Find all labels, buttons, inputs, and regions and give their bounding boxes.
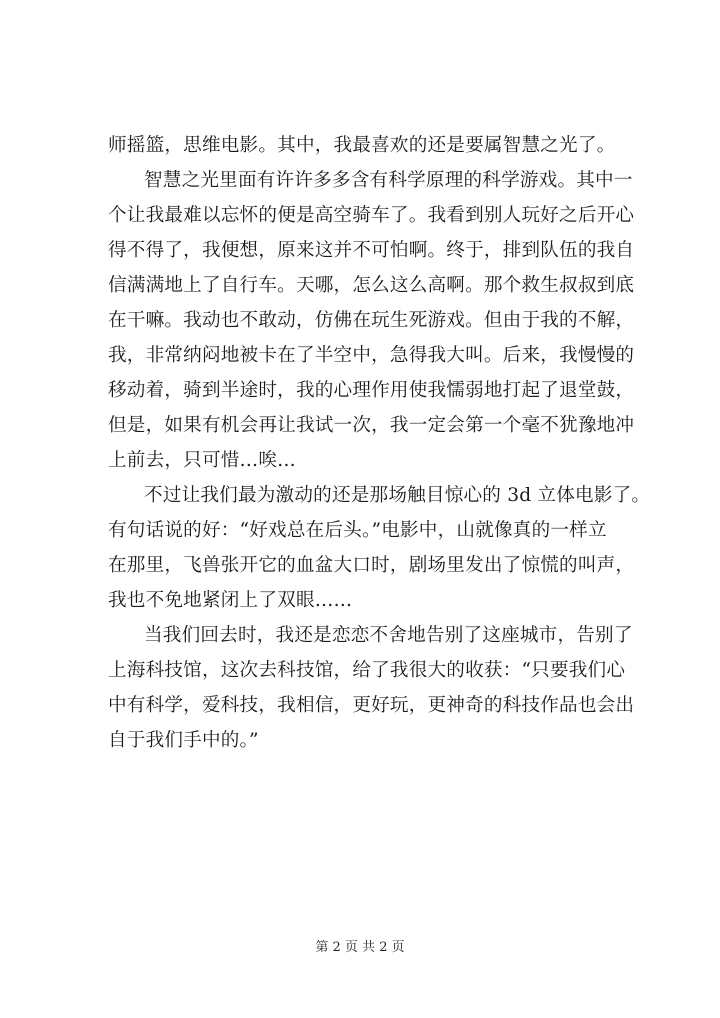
text-line: 有句话说的好：“好戏总在后头。”电影中，山就像真的一样立 bbox=[108, 520, 607, 541]
text-line: 个让我最难以忘怀的便是高空骑车了。我看到别人玩好之后开心 bbox=[108, 205, 635, 226]
text-line: 信满满地上了自行车。天哪，怎么这么高啊。那个救生叔叔到底 bbox=[108, 275, 635, 296]
text-line: 在干嘛。我动也不敢动，仿佛在玩生死游戏。但由于我的不解， bbox=[108, 310, 635, 331]
page-number-footer: 第 2 页 共 2 页 bbox=[315, 940, 405, 955]
text-line: 自于我们手中的。” bbox=[108, 730, 259, 751]
paragraph-start-line: 当我们回去时，我还是恋恋不舍地告别了这座城市，告别了 bbox=[144, 625, 633, 646]
paragraph-start-line: 不过让我们最为激动的还是那场触目惊心的 3d 立体电影了。 bbox=[144, 485, 651, 506]
paragraph-start-line: 智慧之光里面有许许多多含有科学原理的科学游戏。其中一 bbox=[144, 170, 633, 191]
text-line: 我也不免地紧闭上了双眼…… bbox=[108, 590, 353, 611]
text-line: 但是，如果有机会再让我试一次，我一定会第一个毫不犹豫地冲 bbox=[108, 415, 635, 436]
body-text bbox=[108, 128, 651, 758]
text-line: 我，非常纳闷地被卡在了半空中，急得我大叫。后来，我慢慢的 bbox=[108, 345, 635, 366]
text-line: 师摇篮，思维电影。其中，我最喜欢的还是要属智慧之光了。 bbox=[108, 135, 616, 156]
text-line: 得不得了，我便想，原来这并不可怕啊。终于，排到队伍的我自 bbox=[108, 240, 635, 261]
text-line: 在那里，飞兽张开它的血盆大口时，剧场里发出了惊慌的叫声， bbox=[108, 555, 635, 576]
text-line: 上海科技馆，这次去科技馆，给了我很大的收获：“只要我们心 bbox=[108, 660, 626, 681]
text-line: 移动着，骑到半途时，我的心理作用使我懦弱地打起了退堂鼓， bbox=[108, 380, 635, 401]
text-line: 上前去，只可惜…唉… bbox=[108, 450, 296, 471]
text-line: 中有科学，爱科技，我相信，更好玩，更神奇的科技作品也会出 bbox=[108, 695, 635, 716]
